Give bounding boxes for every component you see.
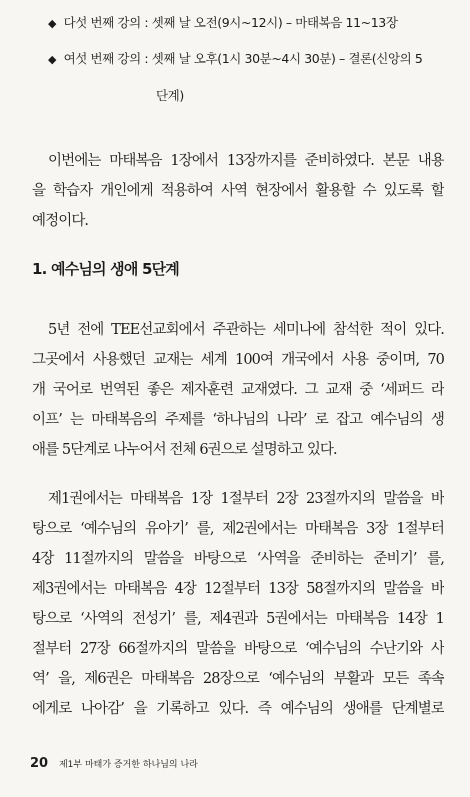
bullet-continuation: 단계): [156, 88, 184, 103]
text-line: 을 학습자 개인에게 적용하여 사역 현장에서 활용할 수 있도록 할: [32, 183, 444, 199]
bullet-text: 다섯 번째 강의 : 셋째 날 오전(9시~12시) – 마태복음 11~13장: [63, 15, 398, 30]
page-footer: [30, 756, 198, 771]
text-line: 탕으로 ‘예수님의 유아기’ 를, 제2권에서는 마태복음 3장 1절부터: [32, 521, 444, 537]
paragraph-seminar: [32, 315, 444, 465]
text-line: 제3권에서는 마태복음 4장 12절부터 13장 58절까지의 말씀을 바: [32, 581, 444, 597]
text-line: 제1권에서는 마태복음 1장 1절부터 2장 23절까지의 말씀을 바: [48, 491, 444, 507]
text-line: 이번에는 마태복음 1장에서 13장까지를 준비하였다. 본문 내용: [48, 153, 444, 169]
text-line: 이프’ 는 마태복음의 주제를 ‘하나님의 나라’ 로 잡고 예수님의 생: [32, 412, 444, 428]
text-line: 애를 5단계로 나누어서 전체 6권으로 설명하고 있다.: [32, 442, 337, 458]
text-line: 에게로 나아감’ 을 기록하고 있다. 즉 예수님의 생애를 단계별로: [32, 701, 444, 717]
bullet-item-lecture-5: [48, 13, 398, 31]
diamond-bullet-icon: ◆: [48, 53, 57, 66]
text-line: 4장 11절까지의 말씀을 바탕으로 ‘사역을 준비하는 준비기’ 를,: [32, 551, 444, 567]
text-line: 5년 전에 TEE선교회에서 주관하는 세미나에 참석한 적이 있다.: [48, 322, 444, 338]
section-heading: 1. 예수님의 생애 5단계: [32, 260, 179, 278]
text-line: 그곳에서 사용했던 교재는 세계 100여 개국에서 사용 중이며, 70: [32, 352, 444, 368]
diamond-bullet-icon: ◆: [48, 17, 57, 30]
text-line: 역’ 을, 제6권은 마태복음 28장으로 ‘예수님의 부활과 모든 족속: [32, 671, 444, 687]
text-line: 개 국어로 번역된 좋은 제자훈련 교재였다. 그 교재 중 ‘세퍼드 라: [32, 382, 444, 398]
page-number: 20: [30, 756, 49, 771]
text-line: 예정이다.: [32, 213, 89, 229]
text-line: 절부터 27장 66절까지의 말씀을 바탕으로 ‘예수님의 수난기와 사: [32, 641, 444, 657]
text-line: 탕으로 ‘사역의 전성기’ 를, 제4권과 5권에서는 마태복음 14장 1: [32, 611, 444, 627]
bullet-text: 여섯 번째 강의 : 셋째 날 오후(1시 30분~4시 30분) – 결론(신앙의 5: [63, 51, 423, 66]
intro-paragraph: [32, 146, 444, 236]
running-title: 제1부 마태가 증거한 하나님의 나라: [58, 760, 198, 770]
bullet-item-lecture-6: [48, 49, 422, 67]
paragraph-volumes: [32, 484, 444, 724]
